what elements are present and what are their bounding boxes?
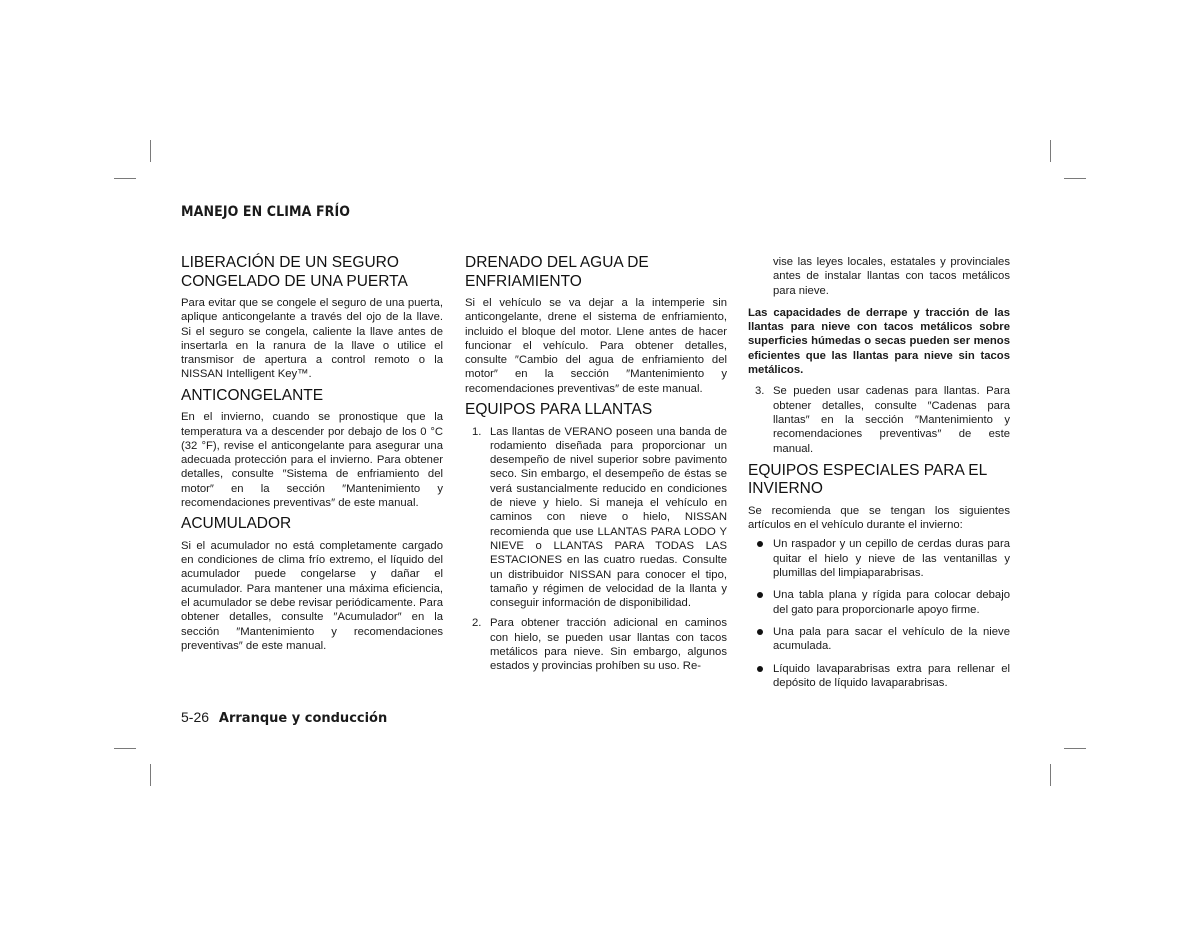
list-item: [748, 384, 1010, 455]
crop-mark: [1064, 178, 1086, 179]
column-3: [748, 255, 1010, 698]
list-item-text: Líquido lavaparabrisas extra para rellenar el depósito de líquido lavaparabrisas.: [773, 662, 1010, 689]
section-heading: ACUMULADOR: [181, 515, 292, 533]
bullet-icon: [757, 541, 763, 547]
list-item-number: 3.: [755, 385, 765, 398]
tire-equipment-list: [465, 425, 727, 674]
page-footer: [181, 709, 387, 726]
list-item-text: Una pala para sacar el vehículo de la nieve acumulada.: [773, 625, 1010, 653]
section-body: En el invierno, cuando se pronostique que la temperatura va a descender por debajo de los 0 °C (32 °F), revise el anticongelante para asegurar una adecuada protección para el invierno. Para obtener detalles, consulte ″Sistema de enfriamiento del motor″ en la sección ″Mantenimiento y recomendaciones preventivas″ de este manual.: [181, 411, 443, 510]
bullet-icon: [757, 629, 763, 635]
crop-mark: [114, 178, 136, 179]
list-item-text: Se pueden usar cadenas para llantas. Para obtener detalles, consulte ″Cadenas para llantas″ en la sección ″Mantenimiento y recomendaciones preventivas″ de este manual.: [773, 385, 1010, 455]
column-2: [465, 254, 727, 680]
section-heading: EQUIPOS PARA LLANTAS: [465, 401, 653, 419]
page-number: 5-26: [181, 709, 210, 725]
section-body: Si el vehículo se va dejar a la intemperie sin anticongelante, drene el sistema de enfriamiento, incluido el bloque del motor. Llene antes de hacer funcionar el vehículo. Para obtener detalles, consulte ″Cambio del agua de enfriamiento del motor″ en la sección ″Mantenimiento y recomendaciones preventivas″ de este manual.: [465, 297, 727, 395]
section-body: Si el acumulador no está completamente cargado en condiciones de clima frío extremo, el líquido del acumulador puede congelarse y dañar el acumulador. Para mantener una máxima eficiencia, el acumulador se debe revisar periódicamente. Para obtener detalles, consulte ″Acumulador″ en la sección ″Mantenimiento y recomendaciones preventivas″ de este manual.: [181, 539, 443, 652]
column-1: [181, 254, 443, 658]
crop-mark: [114, 748, 136, 749]
list-item-text: Las llantas de VERANO poseen una banda de rodamiento diseñada para proporcionar un desempeño de nivel superior sobre pavimento seco. Sin embargo, el desempeño de éstas se verá sustancialmente reducido en condiciones de nieve y hielo. Si maneja el vehículo en caminos con nieve o hielo, NISSAN recomienda que use LLANTAS PARA LODO Y NIEVE o LLANTAS PARA TODAS LAS ESTACIONES en las cuatro ruedas. Consulte un distribuidor NISSAN para conocer el tipo, tamaño y régimen de velocidad de la llanta y conseguir información de disponibilidad.: [490, 425, 727, 610]
warning-text: Las capacidades de derrape y tracción de las llantas para nieve con tacos metálicos sobre superficies húmedas o secas pueden ser menos eficientes que las llantas para nieve sin tacos metálicos.: [748, 306, 1010, 377]
list-item: [748, 537, 1010, 580]
list-item-continuation: vise las leyes locales, estatales y provinciales antes de instalar llantas con tacos metálicos para nieve.: [773, 256, 1010, 297]
crop-mark: [150, 764, 151, 786]
winter-equipment-list: [748, 537, 1010, 690]
section-body: Se recomienda que se tengan los siguientes artículos en el vehículo durante el invierno:: [748, 504, 1010, 532]
tire-equipment-list-continued: [748, 384, 1010, 455]
crop-mark: [1050, 764, 1051, 786]
list-item: [465, 616, 727, 673]
crop-mark: [1064, 748, 1086, 749]
section-heading: LIBERACIÓN DE UN SEGURO CONGELADO DE UNA PUERTA: [181, 254, 408, 290]
list-item-number: 1.: [472, 425, 482, 438]
crop-mark: [150, 140, 151, 162]
list-item: [748, 625, 1010, 654]
list-item-number: 2.: [472, 617, 482, 630]
section-heading: ANTICONGELANTE: [181, 386, 324, 404]
chapter-title: Arranque y conducción: [218, 711, 388, 726]
list-item: [748, 662, 1010, 691]
list-item-text: Una tabla plana y rígida para colocar debajo del gato para proporcionarle apoyo firme.: [773, 589, 1010, 616]
section-heading: DRENADO DEL AGUA DE ENFRIAMIENTO: [465, 254, 649, 290]
page-title: MANEJO EN CLIMA FRÍO: [181, 204, 351, 220]
list-item-text: Para obtener tracción adicional en caminos con hielo, se pueden usar llantas con tacos metálicos para nieve. Sin embargo, algunos estados y provincias prohíben su uso. Re-: [490, 617, 727, 673]
list-item: [465, 425, 727, 611]
crop-mark: [1050, 140, 1051, 162]
section-heading: EQUIPOS ESPECIALES PARA EL INVIERNO: [748, 461, 987, 498]
section-body: Para evitar que se congele el seguro de una puerta, aplique anticongelante a través del ojo de la llave. Si el seguro se congela, caliente la llave antes de insertarla en la ranura de la llave o utilice el transmisor de apertura a control remoto o la NISSAN Intelligent Key™.: [181, 297, 443, 381]
bullet-icon: [757, 666, 763, 672]
bullet-icon: [757, 592, 763, 598]
list-item-text: Un raspador y un cepillo de cerdas duras para quitar el hielo y nieve de las ventanillas y plumillas del limpiaparabrisas.: [773, 538, 1010, 580]
list-item: [748, 588, 1010, 617]
